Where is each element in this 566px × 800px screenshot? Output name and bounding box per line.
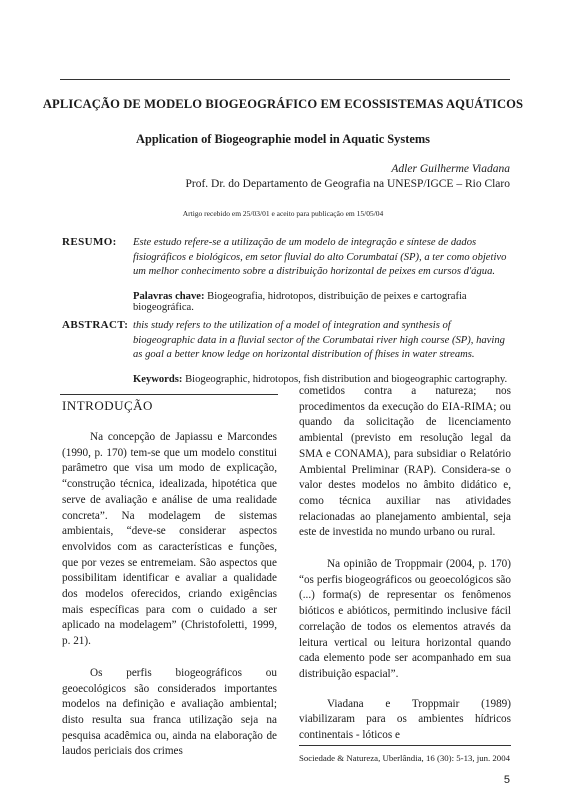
article-subtitle: Application of Biogeographie model in Aquatic Systems [136,132,430,146]
right-paragraph-3: Viadana e Troppmair (1989) viabilizaram para os ambientes hídricos continentais - lóticos e [299,697,511,742]
resumo-text: Este estudo refere-se a utilização de um modelo de integração e síntese de dados fisiográficos e biológicos, em setor fluvial do alto Corumbataí (SP), a ter como objetivo um melhor conhecimento sobre a distribuição horizontal de peixes em cursos d'água. [133,237,507,277]
left-paragraph-2: Os perfis biogeográficos ou geoecológicos são considerados importantes modelos na definição e avaliação ambiental; disto resulta sua franca utilização seja na pesquisa acadêmica ou, ainda na elaboração de laudos periciais dos crimes [62,666,277,758]
page-number: 5 [503,774,510,786]
top-rule [60,79,510,80]
left-paragraph-1: Na concepção de Japiassu e Marcondes (1990, p. 170) tem-se que um modelo constitui parâmetro que visa um modo de explicação, “construção técnica, idealizada, hipotética que serve de avaliação e análise de uma realidade concreta”. Na modelagem de sistemas ambientais, “deve-se considerar aspectos envolvidos com as características e funções, que por vezes se entremeiam. São aspectos que possibilitam identificar e avaliar a qualidade dos modelos oferecidos, criando exigências mais específicas para com o cuidado a ser aplicado na modelagem” (Christofoletti, 1999, p. 21). [62,431,277,648]
right-paragraph-2: Na opinião de Troppmair (2004, p. 170) “os perfis biogeográficos ou geoecológicos são (...) forma(s) de representar os fenômenos bióticos e abióticos, permitindo inclusive fácil correlação de todos os elementos através da leitura vertical ou leitura horizontal quando cada elemento pode ser acompanhado em sua distribuição espacial”. [299,558,511,680]
author-name: Adler Guilherme Viadana [391,163,510,175]
abstract-keywords-text: Biogeographic, hidrotopos, fish distribution and biogeographic cartography. [185,374,508,385]
resumo-keywords-text: Biogeografia, hidrotopos, distribuição de peixes e cartografia biogeográfica. [133,291,467,313]
column-divider-rule [60,394,278,395]
journal-footer: Sociedade & Natureza, Uberlândia, 16 (30): 5-13, jun. 2004 [298,753,510,763]
right-paragraph-1: cometidos contra a natureza; nos procedimentos da execução do EIA-RIMA; ou quando da solicitação de licenciamento ambiental (previsto em resolução legal da SMA e CONAMA), para subsidiar o Relatório Ambiental Preliminar (RAP). Considera-se o valor destes modelos no âmbito didático e, como técnica auxiliar nas atividades relacionadas ao planejamento ambiental, seja este de investida no mundo urbano ou rural. [299,385,511,539]
abstract-text: this study refers to the utilization of a model of integration and synthesis of biogeographic data in a fluvial sector of the Corumbatai river high course (SP), having as goal a better know ledge on horizontal distribution of fhises in water streams. [133,320,505,360]
received-accepted-dates: Artigo recebido em 25/03/01 e aceito para publicação em 15/05/04 [182,209,384,218]
resumo-keywords-label: Palavras chave: [133,291,205,302]
resumo-label: RESUMO: [62,236,117,248]
article-title: APLICAÇÃO DE MODELO BIOGEOGRÁFICO EM ECOSSISTEMAS AQUÁTICOS [42,97,524,111]
left-column [62,430,277,760]
abstract-label: ABSTRACT: [62,319,129,331]
author-affiliation: Prof. Dr. do Departamento de Geografia na UNESP/IGCE – Rio Claro [185,178,510,190]
right-column [299,384,511,744]
resumo-keywords [133,291,511,313]
abstract-keywords-label: Keywords: [133,374,183,385]
footer-rule [299,745,511,746]
section-heading-introducao: INTRODUÇÃO [62,398,153,413]
